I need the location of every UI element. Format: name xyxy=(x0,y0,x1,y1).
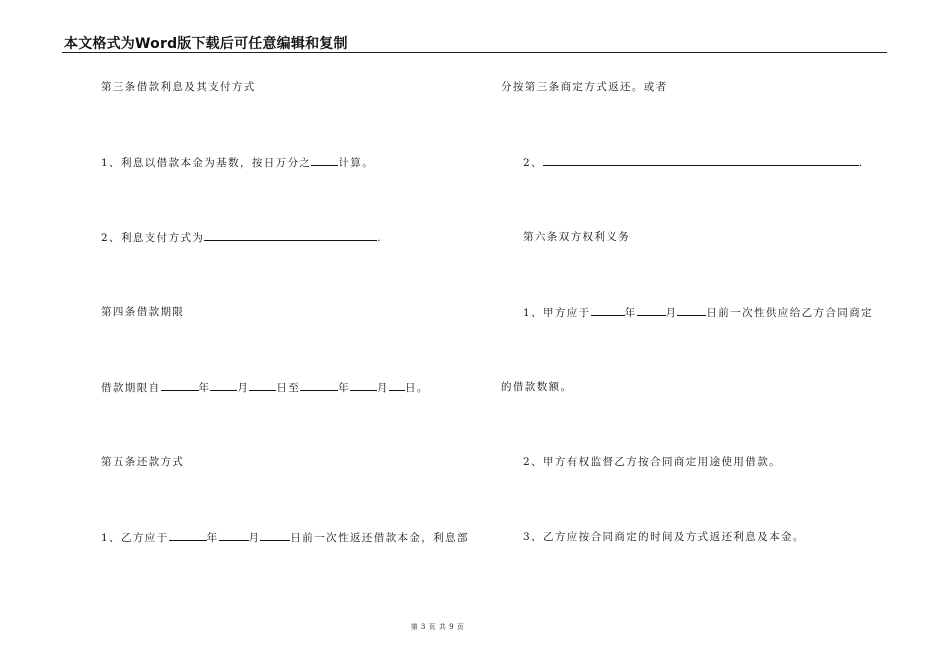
repay-text-4: 日前一次性返还借款本金，利息部 xyxy=(290,532,469,544)
header-divider xyxy=(62,52,887,53)
supply-year-blank[interactable] xyxy=(591,305,625,316)
interest-item-2-prefix: 2、利息支付方式为 xyxy=(101,232,205,244)
current-page-number: 3 xyxy=(420,623,426,631)
payment-method-blank[interactable] xyxy=(204,230,377,241)
repay-text-3: 月 xyxy=(248,532,261,544)
term-text-3: 月 xyxy=(237,382,250,394)
repay-year-blank[interactable] xyxy=(169,530,207,541)
alt-item-2-prefix: 2、 xyxy=(523,157,543,169)
term-text-1: 借款期限自 xyxy=(101,382,161,394)
page-footer xyxy=(0,622,875,632)
repay-month-blank[interactable] xyxy=(219,530,249,541)
header-title: 本文格式为Word版下载后可任意编辑和复制 xyxy=(64,36,348,52)
duty-text-3: 月 xyxy=(665,307,678,319)
duty-text-1: 1、甲方应于 xyxy=(523,307,591,319)
repay-text-2: 年 xyxy=(206,532,219,544)
footer-text-3: 页 xyxy=(456,623,465,631)
article-6-title: 第六条双方权利义务 xyxy=(523,231,631,243)
footer-text-2: 页 共 xyxy=(428,623,447,631)
duty-item-3: 3、乙方应按合同商定的时间及方式返还利息及本金。 xyxy=(523,531,805,543)
term-text-6: 月 xyxy=(377,382,389,394)
alt-item-2-suffix: . xyxy=(858,157,864,169)
end-year-blank[interactable] xyxy=(300,380,338,391)
total-page-count: 9 xyxy=(449,623,455,631)
article-3-title: 第三条借款利息及其支付方式 xyxy=(101,81,256,93)
duty-item-2: 2、甲方有权监督乙方按合同商定用途使用借款。 xyxy=(523,456,781,468)
interest-item-2 xyxy=(101,230,382,245)
interest-item-1-suffix: 计算。 xyxy=(338,157,375,169)
alternative-method-blank[interactable] xyxy=(543,155,859,166)
start-month-blank[interactable] xyxy=(210,380,237,391)
term-text-2: 年 xyxy=(198,382,211,394)
repayment-item-1 xyxy=(101,530,469,545)
interest-item-1-prefix: 1、利息以借款本金为基数，按日万分之 xyxy=(101,157,312,169)
term-text-4: 日至 xyxy=(276,382,301,394)
start-day-blank[interactable] xyxy=(249,380,276,391)
loan-term-line xyxy=(101,380,429,395)
alt-item-2 xyxy=(523,155,864,170)
interest-item-1 xyxy=(101,155,374,170)
term-text-5: 年 xyxy=(338,382,351,394)
start-year-blank[interactable] xyxy=(161,380,199,391)
end-day-blank[interactable] xyxy=(389,380,405,391)
term-text-7: 日。 xyxy=(404,382,429,394)
repay-day-blank[interactable] xyxy=(260,530,290,541)
duty-item-1-continuation: 的借款数额。 xyxy=(501,381,573,393)
duty-text-4: 日前一次性供应给乙方合同商定 xyxy=(706,307,874,319)
duty-item-1 xyxy=(523,305,873,320)
supply-day-blank[interactable] xyxy=(677,305,706,316)
repay-text-1: 1、乙方应于 xyxy=(101,532,169,544)
supply-month-blank[interactable] xyxy=(637,305,666,316)
interest-item-2-suffix: . xyxy=(377,232,383,244)
article-4-title: 第四条借款期限 xyxy=(101,306,185,318)
article-5-title: 第五条还款方式 xyxy=(101,456,185,468)
footer-text-1: 第 xyxy=(410,623,419,631)
duty-text-2: 年 xyxy=(624,307,637,319)
continuation-text: 分按第三条商定方式返还。或者 xyxy=(501,81,668,93)
end-month-blank[interactable] xyxy=(350,380,377,391)
interest-rate-blank[interactable] xyxy=(311,155,338,166)
